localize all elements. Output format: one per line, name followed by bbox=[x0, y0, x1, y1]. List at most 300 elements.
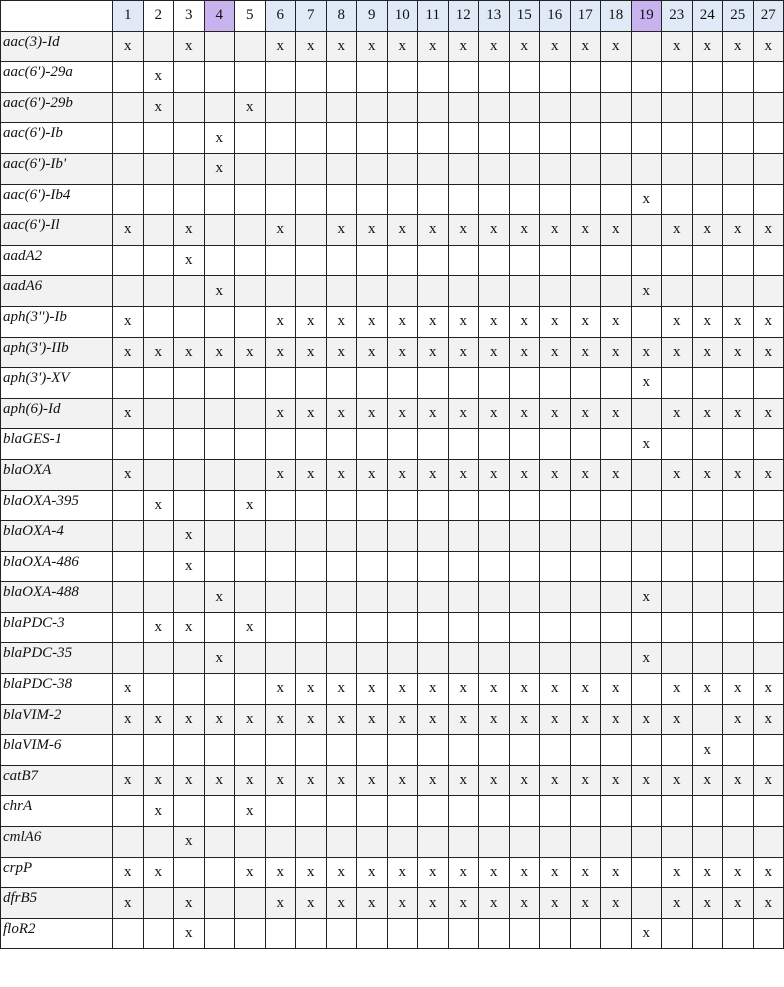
presence-cell: x bbox=[113, 398, 144, 429]
presence-cell: x bbox=[448, 765, 479, 796]
presence-cell bbox=[540, 612, 571, 643]
presence-cell bbox=[174, 398, 205, 429]
presence-cell bbox=[235, 62, 266, 93]
presence-cell: x bbox=[387, 215, 418, 246]
table-row bbox=[1, 245, 784, 276]
presence-cell bbox=[601, 643, 632, 674]
presence-cell bbox=[235, 31, 266, 62]
presence-cell bbox=[601, 827, 632, 858]
presence-cell bbox=[357, 643, 388, 674]
presence-cell bbox=[448, 827, 479, 858]
presence-cell: x bbox=[387, 398, 418, 429]
presence-cell: x bbox=[235, 765, 266, 796]
presence-cell: x bbox=[326, 306, 357, 337]
presence-cell bbox=[235, 459, 266, 490]
table-row bbox=[1, 306, 784, 337]
presence-cell bbox=[631, 827, 662, 858]
gene-name-cell: cmlA6 bbox=[1, 827, 113, 858]
presence-cell bbox=[265, 92, 296, 123]
presence-cell bbox=[326, 796, 357, 827]
presence-cell bbox=[387, 429, 418, 460]
presence-cell: x bbox=[448, 459, 479, 490]
presence-cell: x bbox=[723, 857, 754, 888]
presence-cell bbox=[326, 490, 357, 521]
presence-cell: x bbox=[662, 857, 693, 888]
presence-cell bbox=[509, 276, 540, 307]
presence-cell bbox=[296, 612, 327, 643]
presence-cell bbox=[326, 245, 357, 276]
presence-cell: x bbox=[357, 857, 388, 888]
presence-cell bbox=[631, 245, 662, 276]
presence-cell bbox=[387, 521, 418, 552]
presence-cell: x bbox=[753, 337, 784, 368]
presence-cell: x bbox=[570, 398, 601, 429]
presence-cell bbox=[326, 612, 357, 643]
presence-cell: x bbox=[631, 429, 662, 460]
presence-cell bbox=[265, 184, 296, 215]
presence-cell: x bbox=[265, 306, 296, 337]
presence-cell: x bbox=[235, 704, 266, 735]
presence-cell: x bbox=[570, 674, 601, 705]
presence-cell bbox=[479, 62, 510, 93]
presence-cell bbox=[265, 735, 296, 766]
presence-cell: x bbox=[570, 337, 601, 368]
presence-cell: x bbox=[448, 306, 479, 337]
presence-cell bbox=[631, 674, 662, 705]
presence-cell bbox=[570, 612, 601, 643]
presence-cell bbox=[723, 62, 754, 93]
presence-cell: x bbox=[662, 337, 693, 368]
presence-cell bbox=[662, 92, 693, 123]
presence-cell bbox=[448, 490, 479, 521]
presence-cell bbox=[662, 643, 693, 674]
presence-cell bbox=[509, 551, 540, 582]
column-header: 15 bbox=[509, 1, 540, 32]
table-row bbox=[1, 123, 784, 154]
presence-cell bbox=[143, 215, 174, 246]
presence-cell bbox=[479, 245, 510, 276]
presence-cell: x bbox=[326, 765, 357, 796]
presence-cell bbox=[143, 459, 174, 490]
presence-cell: x bbox=[174, 551, 205, 582]
presence-cell bbox=[570, 429, 601, 460]
gene-name-cell: blaPDC-3 bbox=[1, 612, 113, 643]
table-row bbox=[1, 153, 784, 184]
presence-cell bbox=[723, 123, 754, 154]
presence-cell: x bbox=[113, 857, 144, 888]
presence-cell bbox=[692, 582, 723, 613]
presence-cell bbox=[113, 368, 144, 399]
presence-cell bbox=[662, 582, 693, 613]
presence-cell: x bbox=[692, 888, 723, 919]
presence-cell: x bbox=[326, 459, 357, 490]
presence-cell bbox=[631, 92, 662, 123]
presence-cell bbox=[540, 123, 571, 154]
presence-cell bbox=[692, 368, 723, 399]
presence-cell bbox=[296, 735, 327, 766]
presence-cell bbox=[723, 245, 754, 276]
presence-cell bbox=[174, 368, 205, 399]
presence-cell: x bbox=[265, 337, 296, 368]
presence-cell bbox=[448, 521, 479, 552]
presence-cell bbox=[723, 918, 754, 949]
presence-cell bbox=[479, 735, 510, 766]
presence-cell bbox=[235, 215, 266, 246]
presence-cell bbox=[509, 245, 540, 276]
presence-cell: x bbox=[753, 704, 784, 735]
presence-cell bbox=[387, 582, 418, 613]
presence-cell bbox=[204, 827, 235, 858]
presence-cell bbox=[296, 276, 327, 307]
presence-cell: x bbox=[174, 888, 205, 919]
presence-cell: x bbox=[601, 337, 632, 368]
presence-cell bbox=[235, 582, 266, 613]
presence-cell bbox=[631, 735, 662, 766]
presence-cell: x bbox=[174, 918, 205, 949]
presence-cell bbox=[479, 123, 510, 154]
presence-cell bbox=[631, 153, 662, 184]
presence-cell bbox=[570, 368, 601, 399]
presence-cell bbox=[235, 674, 266, 705]
presence-cell bbox=[479, 153, 510, 184]
presence-cell bbox=[692, 92, 723, 123]
presence-cell: x bbox=[174, 612, 205, 643]
presence-cell: x bbox=[265, 704, 296, 735]
presence-cell bbox=[357, 245, 388, 276]
presence-cell bbox=[174, 184, 205, 215]
presence-cell: x bbox=[753, 857, 784, 888]
presence-cell bbox=[113, 918, 144, 949]
presence-cell bbox=[113, 92, 144, 123]
presence-cell bbox=[143, 918, 174, 949]
presence-cell bbox=[723, 276, 754, 307]
presence-cell bbox=[174, 674, 205, 705]
presence-cell bbox=[509, 92, 540, 123]
presence-cell bbox=[509, 643, 540, 674]
table-row bbox=[1, 918, 784, 949]
presence-cell: x bbox=[448, 215, 479, 246]
presence-cell: x bbox=[448, 674, 479, 705]
presence-cell bbox=[143, 398, 174, 429]
gene-name-cell: aac(3)-Id bbox=[1, 31, 113, 62]
presence-cell: x bbox=[113, 674, 144, 705]
presence-cell: x bbox=[509, 215, 540, 246]
presence-cell bbox=[753, 735, 784, 766]
gene-name-cell: dfrB5 bbox=[1, 888, 113, 919]
presence-cell bbox=[631, 857, 662, 888]
presence-cell: x bbox=[204, 337, 235, 368]
presence-cell bbox=[265, 490, 296, 521]
table-row bbox=[1, 643, 784, 674]
presence-cell: x bbox=[296, 765, 327, 796]
presence-cell bbox=[357, 429, 388, 460]
presence-cell: x bbox=[662, 459, 693, 490]
presence-cell bbox=[204, 521, 235, 552]
presence-cell bbox=[113, 429, 144, 460]
presence-cell: x bbox=[723, 459, 754, 490]
presence-cell bbox=[662, 796, 693, 827]
presence-cell bbox=[418, 582, 449, 613]
presence-cell bbox=[631, 306, 662, 337]
presence-cell bbox=[540, 827, 571, 858]
gene-name-cell: blaPDC-38 bbox=[1, 674, 113, 705]
presence-cell: x bbox=[509, 765, 540, 796]
presence-cell bbox=[143, 551, 174, 582]
presence-cell: x bbox=[662, 306, 693, 337]
presence-cell bbox=[692, 429, 723, 460]
presence-cell bbox=[265, 62, 296, 93]
presence-cell: x bbox=[448, 337, 479, 368]
presence-cell bbox=[662, 245, 693, 276]
presence-cell bbox=[479, 827, 510, 858]
presence-cell: x bbox=[387, 31, 418, 62]
presence-cell: x bbox=[479, 398, 510, 429]
presence-cell: x bbox=[692, 398, 723, 429]
presence-cell bbox=[174, 490, 205, 521]
presence-cell bbox=[509, 368, 540, 399]
presence-cell bbox=[692, 490, 723, 521]
presence-cell bbox=[448, 551, 479, 582]
presence-cell bbox=[540, 429, 571, 460]
presence-cell: x bbox=[357, 31, 388, 62]
presence-cell bbox=[143, 306, 174, 337]
presence-cell bbox=[601, 735, 632, 766]
presence-cell bbox=[631, 551, 662, 582]
presence-cell bbox=[143, 521, 174, 552]
gene-name-cell: crpP bbox=[1, 857, 113, 888]
presence-cell: x bbox=[601, 765, 632, 796]
presence-cell bbox=[509, 490, 540, 521]
presence-cell bbox=[692, 276, 723, 307]
table-row bbox=[1, 429, 784, 460]
presence-cell bbox=[387, 368, 418, 399]
presence-cell bbox=[479, 276, 510, 307]
presence-cell: x bbox=[174, 337, 205, 368]
presence-cell bbox=[753, 521, 784, 552]
presence-cell bbox=[479, 918, 510, 949]
column-header: 24 bbox=[692, 1, 723, 32]
table-row bbox=[1, 337, 784, 368]
presence-cell bbox=[326, 827, 357, 858]
presence-cell: x bbox=[296, 337, 327, 368]
presence-cell bbox=[570, 582, 601, 613]
table-row bbox=[1, 92, 784, 123]
presence-cell bbox=[509, 123, 540, 154]
presence-cell bbox=[631, 215, 662, 246]
presence-cell: x bbox=[265, 459, 296, 490]
presence-cell: x bbox=[723, 215, 754, 246]
presence-cell bbox=[296, 429, 327, 460]
presence-cell: x bbox=[570, 215, 601, 246]
presence-cell bbox=[448, 368, 479, 399]
presence-cell bbox=[235, 153, 266, 184]
presence-cell bbox=[357, 735, 388, 766]
presence-cell bbox=[601, 918, 632, 949]
column-header: 5 bbox=[235, 1, 266, 32]
presence-cell bbox=[143, 245, 174, 276]
presence-cell: x bbox=[326, 674, 357, 705]
presence-cell bbox=[662, 612, 693, 643]
presence-cell bbox=[235, 888, 266, 919]
presence-cell bbox=[143, 827, 174, 858]
presence-cell: x bbox=[113, 31, 144, 62]
presence-cell bbox=[265, 153, 296, 184]
presence-cell bbox=[204, 245, 235, 276]
presence-cell bbox=[113, 276, 144, 307]
column-header: 11 bbox=[418, 1, 449, 32]
presence-cell bbox=[753, 123, 784, 154]
gene-name-cell: chrA bbox=[1, 796, 113, 827]
presence-cell bbox=[418, 612, 449, 643]
presence-cell: x bbox=[753, 765, 784, 796]
presence-cell: x bbox=[509, 398, 540, 429]
presence-cell bbox=[357, 62, 388, 93]
presence-cell bbox=[387, 123, 418, 154]
presence-cell bbox=[357, 123, 388, 154]
presence-cell: x bbox=[174, 215, 205, 246]
presence-cell: x bbox=[204, 643, 235, 674]
presence-cell bbox=[235, 827, 266, 858]
presence-cell bbox=[570, 796, 601, 827]
presence-cell bbox=[570, 62, 601, 93]
presence-cell bbox=[631, 123, 662, 154]
presence-cell bbox=[692, 643, 723, 674]
presence-cell bbox=[387, 918, 418, 949]
presence-cell: x bbox=[723, 306, 754, 337]
presence-cell bbox=[204, 918, 235, 949]
presence-cell: x bbox=[296, 857, 327, 888]
presence-cell bbox=[509, 827, 540, 858]
column-header: 6 bbox=[265, 1, 296, 32]
presence-cell bbox=[387, 796, 418, 827]
presence-cell: x bbox=[479, 857, 510, 888]
presence-cell: x bbox=[753, 31, 784, 62]
presence-cell bbox=[540, 276, 571, 307]
presence-cell: x bbox=[174, 245, 205, 276]
presence-cell bbox=[723, 582, 754, 613]
presence-cell bbox=[174, 582, 205, 613]
presence-cell: x bbox=[509, 857, 540, 888]
presence-cell: x bbox=[692, 31, 723, 62]
presence-cell: x bbox=[387, 888, 418, 919]
presence-cell: x bbox=[143, 337, 174, 368]
presence-cell: x bbox=[509, 888, 540, 919]
presence-cell: x bbox=[631, 368, 662, 399]
presence-cell bbox=[174, 459, 205, 490]
presence-cell bbox=[296, 582, 327, 613]
presence-cell bbox=[235, 521, 266, 552]
column-header: 4 bbox=[204, 1, 235, 32]
presence-cell: x bbox=[570, 704, 601, 735]
presence-cell: x bbox=[265, 31, 296, 62]
presence-cell bbox=[601, 92, 632, 123]
presence-cell bbox=[692, 612, 723, 643]
presence-cell bbox=[387, 184, 418, 215]
presence-cell bbox=[143, 643, 174, 674]
presence-cell: x bbox=[387, 704, 418, 735]
presence-cell bbox=[357, 796, 388, 827]
presence-cell: x bbox=[204, 276, 235, 307]
presence-cell bbox=[204, 429, 235, 460]
presence-cell: x bbox=[479, 306, 510, 337]
presence-cell: x bbox=[631, 643, 662, 674]
presence-cell: x bbox=[143, 490, 174, 521]
presence-cell bbox=[357, 153, 388, 184]
table-row bbox=[1, 582, 784, 613]
presence-cell bbox=[662, 62, 693, 93]
presence-cell bbox=[265, 643, 296, 674]
column-header: 9 bbox=[357, 1, 388, 32]
presence-cell bbox=[723, 92, 754, 123]
presence-cell bbox=[509, 612, 540, 643]
presence-cell bbox=[143, 674, 174, 705]
presence-cell: x bbox=[662, 888, 693, 919]
presence-cell bbox=[296, 368, 327, 399]
presence-cell bbox=[143, 368, 174, 399]
presence-cell bbox=[235, 306, 266, 337]
presence-cell bbox=[631, 521, 662, 552]
presence-cell: x bbox=[509, 704, 540, 735]
presence-cell bbox=[448, 735, 479, 766]
presence-cell: x bbox=[601, 306, 632, 337]
column-header: 12 bbox=[448, 1, 479, 32]
presence-cell bbox=[326, 184, 357, 215]
presence-cell: x bbox=[204, 582, 235, 613]
presence-cell: x bbox=[174, 521, 205, 552]
presence-cell bbox=[296, 490, 327, 521]
column-header: 2 bbox=[143, 1, 174, 32]
presence-cell: x bbox=[723, 704, 754, 735]
presence-cell bbox=[296, 153, 327, 184]
presence-cell bbox=[692, 551, 723, 582]
presence-cell bbox=[113, 153, 144, 184]
presence-cell bbox=[143, 31, 174, 62]
presence-cell bbox=[723, 184, 754, 215]
presence-cell bbox=[296, 643, 327, 674]
presence-cell: x bbox=[296, 459, 327, 490]
presence-cell bbox=[631, 490, 662, 521]
presence-cell bbox=[296, 62, 327, 93]
presence-cell bbox=[692, 521, 723, 552]
presence-cell: x bbox=[570, 31, 601, 62]
presence-cell: x bbox=[479, 31, 510, 62]
presence-cell bbox=[326, 643, 357, 674]
presence-cell: x bbox=[692, 306, 723, 337]
presence-cell: x bbox=[296, 704, 327, 735]
presence-cell bbox=[601, 551, 632, 582]
presence-cell bbox=[753, 429, 784, 460]
presence-cell: x bbox=[418, 674, 449, 705]
presence-cell bbox=[723, 551, 754, 582]
presence-cell: x bbox=[723, 888, 754, 919]
presence-cell: x bbox=[326, 215, 357, 246]
presence-cell: x bbox=[418, 459, 449, 490]
table-row bbox=[1, 551, 784, 582]
presence-cell: x bbox=[204, 765, 235, 796]
presence-cell bbox=[174, 62, 205, 93]
presence-cell bbox=[387, 612, 418, 643]
presence-cell bbox=[479, 368, 510, 399]
presence-cell: x bbox=[418, 857, 449, 888]
presence-cell bbox=[479, 612, 510, 643]
presence-cell bbox=[479, 92, 510, 123]
presence-cell bbox=[418, 368, 449, 399]
presence-cell: x bbox=[540, 765, 571, 796]
presence-cell: x bbox=[326, 398, 357, 429]
presence-cell bbox=[509, 429, 540, 460]
presence-cell bbox=[662, 827, 693, 858]
presence-cell: x bbox=[509, 459, 540, 490]
